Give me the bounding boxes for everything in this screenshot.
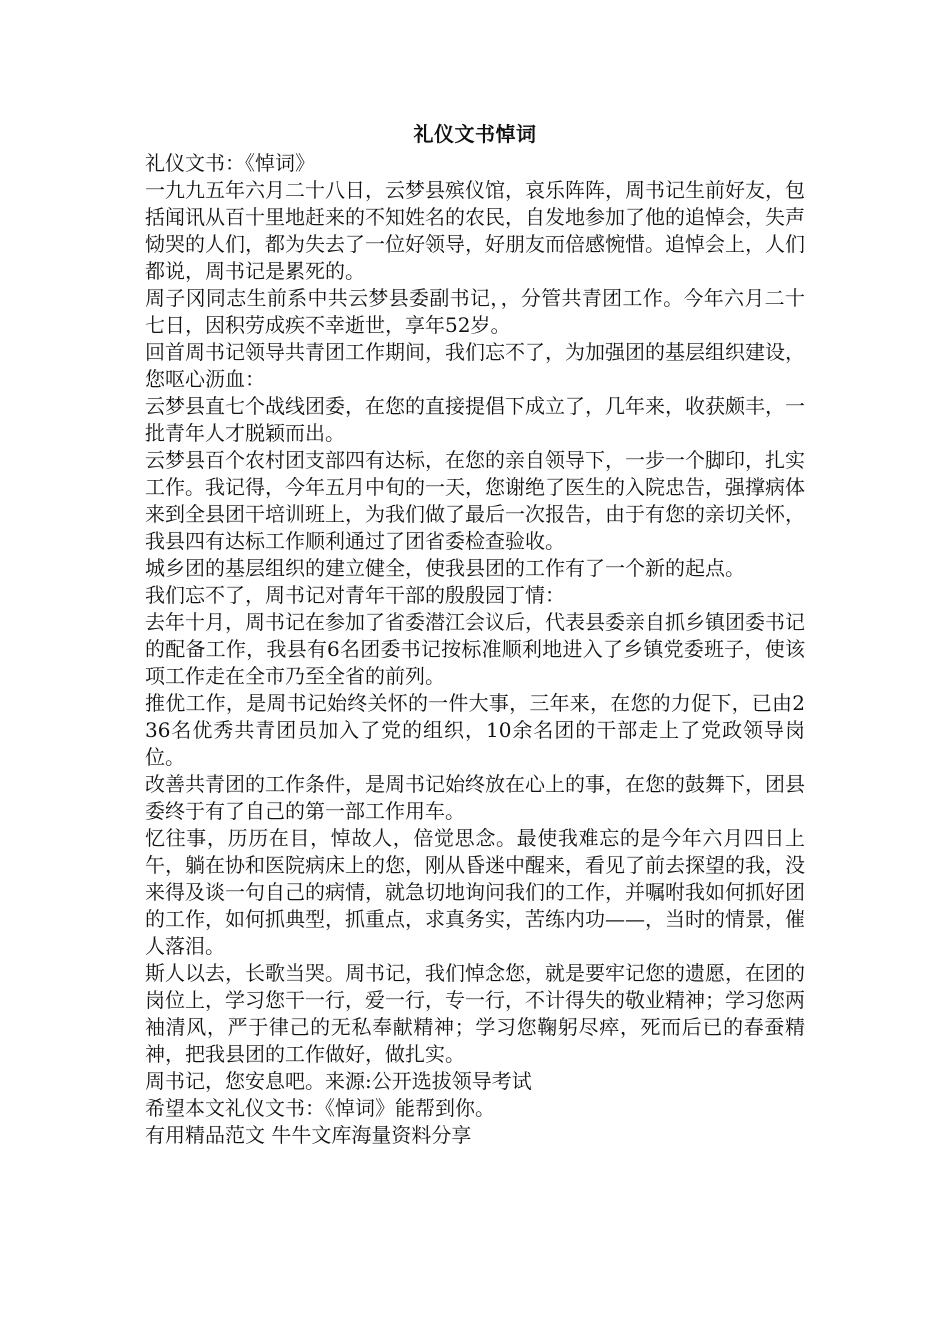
- paragraph: 推优工作，是周书记始终关怀的一件大事，三年来，在您的力促下，已由236名优秀共青团员加入了党的组织，10余名团的干部走上了党政领导岗位。: [145, 691, 805, 769]
- paragraph-heading: 礼仪文书：《悼词》: [145, 151, 315, 175]
- paragraph: 云梦县直七个战线团委，在您的直接提倡下成立了，几年来，收获颇丰，一批青年人才脱颖而出。: [145, 394, 805, 445]
- paragraph: 周子冈同志生前系中共云梦县委副书记，，分管共青团工作。今年六月二十七日，因积劳成疾不幸逝世，享年52岁。: [145, 286, 805, 337]
- paragraph: 我们忘不了，周书记对青年干部的殷殷园丁情：: [145, 583, 565, 607]
- paragraph: 回首周书记领导共青团工作期间，我们忘不了，为加强团的基层组织建设，您呕心沥血：: [145, 340, 805, 391]
- paragraph: 改善共青团的工作条件，是周书记始终放在心上的事，在您的鼓舞下，团县委终于有了自己的第一部工作用车。: [145, 772, 805, 823]
- paragraph: 斯人以去，长歌当哭。周书记，我们悼念您，就是要牢记您的遗愿，在团的岗位上，学习您干一行，爱一行，专一行，不计得失的敬业精神；学习您两袖清风，严于律己的无私奉献精神；学习您鞠躬尽瘁，死而后已的春蚕精神，把我县团的工作做好，做扎实。: [145, 961, 805, 1066]
- paragraph: 忆往事，历历在目，悼故人，倍觉思念。最使我难忘的是今年六月四日上午，躺在协和医院病床上的您，刚从昏迷中醒来，看见了前去探望的我，没来得及谈一句自己的病情，就急切地询问我们的工作，并嘱咐我如何抓好团的工作，如何抓典型，抓重点，求真务实，苦练内功——，当时的情景，催人落泪。: [145, 826, 805, 958]
- paragraph: 云梦县百个农村团支部四有达标，在您的亲自领导下，一步一个脚印，扎实工作。我记得，今年五月中旬的一天，您谢绝了医生的入院忠告，强撑病体来到全县团干培训班上，为我们做了最后一次报告，由于有您的亲切关怀，我县四有达标工作顺利通过了团省委检查验收。: [145, 448, 805, 553]
- footer-note: 有用精品范文 牛牛文库海量资料分享: [145, 1123, 472, 1147]
- paragraph: 周书记，您安息吧。来源:公开选拔领导考试: [145, 1069, 532, 1093]
- document-page: [145, 118, 805, 1149]
- document-title: 礼仪文书悼词: [413, 122, 537, 146]
- paragraph: 城乡团的基层组织的建立健全，使我县团的工作有了一个新的起点。: [145, 556, 745, 580]
- paragraph: 希望本文礼仪文书：《悼词》能帮到你。: [145, 1096, 495, 1120]
- paragraph: 一九九五年六月二十八日，云梦县殡仪馆，哀乐阵阵，周书记生前好友，包括闻讯从百十里地赶来的不知姓名的农民，自发地参加了他的追悼会，失声恸哭的人们，都为失去了一位好领导，好朋友而倍感惋惜。追悼会上，人们都说，周书记是累死的。: [145, 178, 805, 283]
- paragraph: 去年十月，周书记在参加了省委潜江会议后，代表县委亲自抓乡镇团委书记的配备工作，我县有6名团委书记按标准顺利地进入了乡镇党委班子，使该项工作走在全市乃至全省的前列。: [145, 610, 805, 688]
